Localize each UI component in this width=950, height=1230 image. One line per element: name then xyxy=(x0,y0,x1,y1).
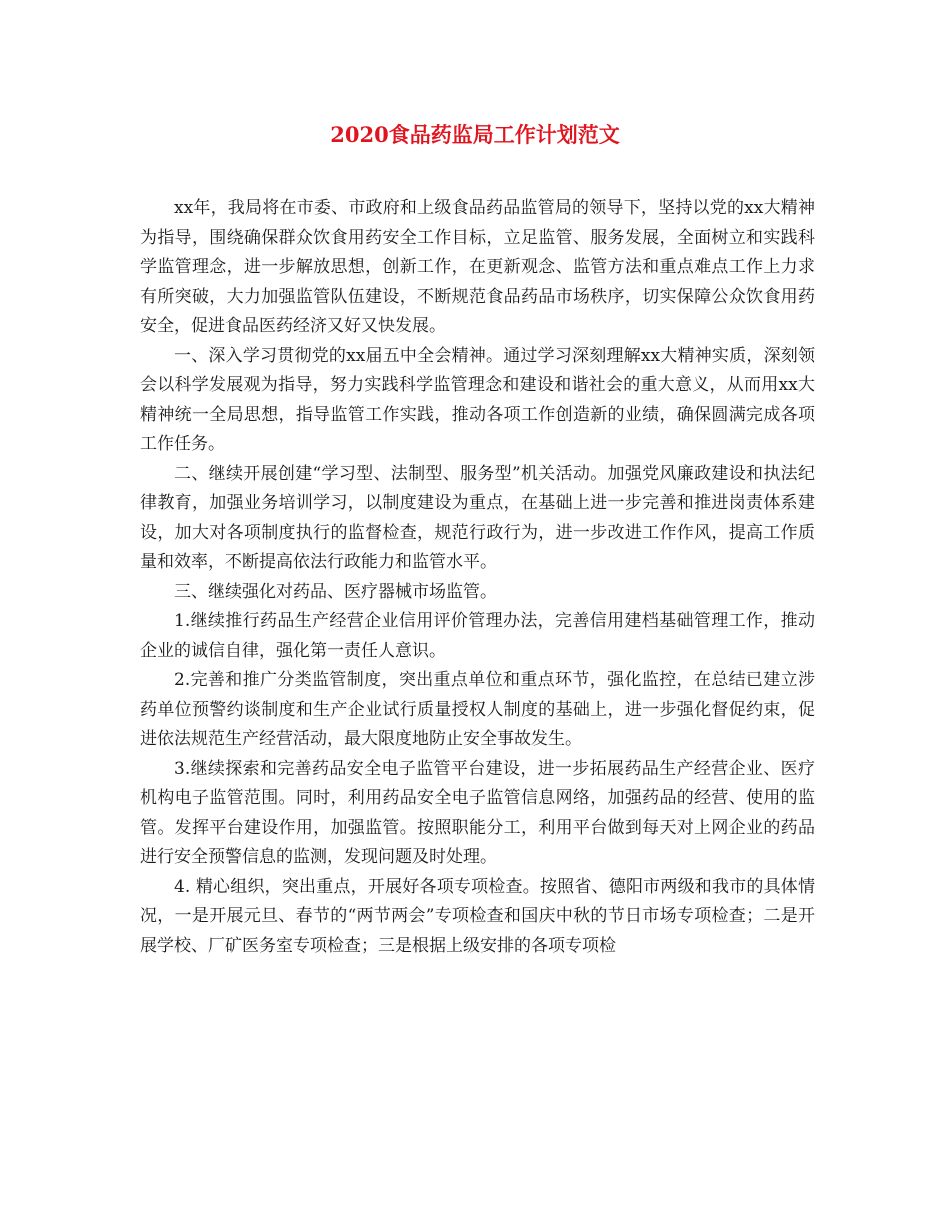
paragraph-intro: xx年，我局将在市委、市政府和上级食品药品监管局的领导下，坚持以党的xx大精神为指导，围绕确保群众饮食用药安全工作目标，立足监管、服务发展，全面树立和实践科学监管理念，进一步解放思想，创新工作，在更新观念、监管方法和重点难点工作上力求有所突破，大力加强监管队伍建设，不断规范食品药品市场秩序，切实保障公众饮食用药安全，促进食品医药经济又好又快发展。 xyxy=(140,198,815,336)
page-title: 2020食品药监局工作计划范文 xyxy=(330,122,620,147)
paragraph-item-4: 4. 精心组织，突出重点，开展好各项专项检查。按照省、德阳市两级和我市的具体情况，一是开展元旦、春节的“两节两会”专项检查和国庆中秋的节日市场专项检查；二是开展学校、厂矿医务室专项检查；三是根据上级安排的各项专项检 xyxy=(140,876,815,956)
paragraph-section-1: 一、深入学习贯彻党的xx届五中全会精神。通过学习深刻理解xx大精神实质，深刻领会以科学发展观为指导，努力实践科学监管理念和建设和谐社会的重大意义，从而用xx大精神统一全局思想，指导监管工作实践，推动各项工作创造新的业绩，确保圆满完成各项工作任务。 xyxy=(140,345,815,454)
paragraph-item-2: 2.完善和推广分类监管制度，突出重点单位和重点环节，强化监控，在总结已建立涉药单位预警约谈制度和生产企业试行质量授权人制度的基础上，进一步强化督促约束，促进依法规范生产经营活动，最大限度地防止安全事故发生。 xyxy=(140,670,815,749)
document-body xyxy=(140,194,815,961)
paragraph-section-2: 二、继续开展创建“学习型、法制型、服务型”机关活动。加强党风廉政建设和执法纪律教育，加强业务培训学习，以制度建设为重点，在基础上进一步完善和推进岗责体系建设，加大对各项制度执行的监督检查，规范行政行为，进一步改进工作作风，提高工作质量和效率，不断提高依法行政能力和监管水平。 xyxy=(140,463,815,572)
paragraph-item-3: 3.继续探索和完善药品安全电子监管平台建设，进一步拓展药品生产经营企业、医疗机构电子监管范围。同时，利用药品安全电子监管信息网络，加强药品的经营、使用的监管。发挥平台建设作用，加强监管。按照职能分工，利用平台做到每天对上网企业的药品进行安全预警信息的监测，发现问题及时处理。 xyxy=(140,758,815,867)
paragraph-item-1: 1.继续推行药品生产经营企业信用评价管理办法，完善信用建档基础管理工作，推动企业的诚信自律，强化第一责任人意识。 xyxy=(140,611,815,661)
paragraph-section-3-heading: 三、继续强化对药品、医疗器械市场监管。 xyxy=(174,581,497,602)
